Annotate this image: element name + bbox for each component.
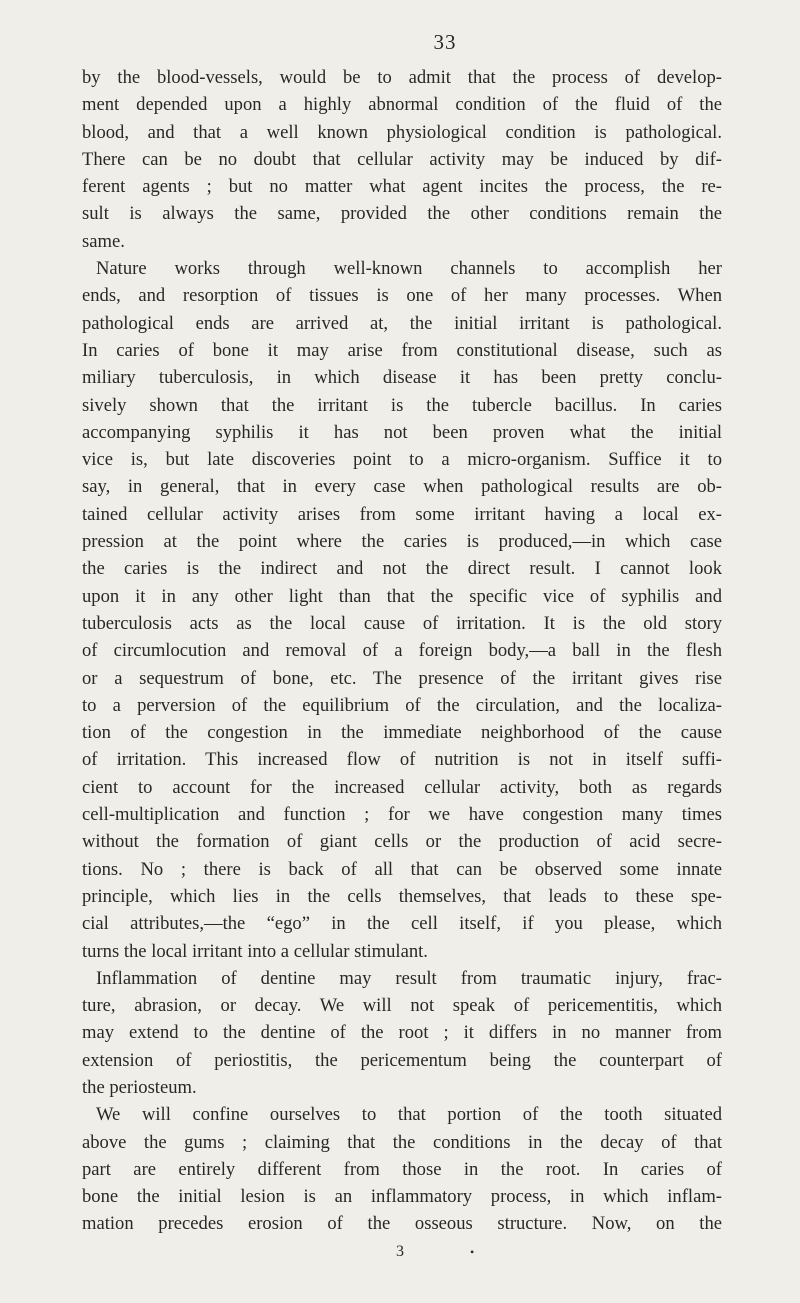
text-line: same. bbox=[82, 230, 125, 252]
text-line: vice is, but late discoveries point to a micro-organism. Suffice it to bbox=[82, 449, 722, 471]
text-line: extension of periostitis, the pericementum being the counterpart of bbox=[82, 1049, 722, 1071]
text-line: tuberculosis acts as the local cause of irritation. It is the old story bbox=[82, 612, 722, 634]
text-line: sively shown that the irritant is the tubercle bacillus. In caries bbox=[82, 394, 722, 416]
text-line: tion of the congestion in the immediate neighborhood of the cause bbox=[82, 722, 722, 744]
text-line: There can be no doubt that cellular activity may be induced by dif- bbox=[82, 148, 722, 170]
text-line: above the gums ; claiming that the conditions in the decay of that bbox=[82, 1131, 722, 1153]
text-line: ment depended upon a highly abnormal condition of the fluid of the bbox=[82, 94, 722, 116]
text-line: pression at the point where the caries is produced,—in which case bbox=[82, 531, 722, 553]
text-line: cell-multiplication and function ; for we have congestion many times bbox=[82, 804, 722, 826]
text-line: pathological ends are arrived at, the initial irritant is pathological. bbox=[82, 312, 722, 334]
text-line: mation precedes erosion of the osseous structure. Now, on the bbox=[82, 1213, 722, 1235]
text-line: to a perversion of the equilibrium of the circulation, and the localiza- bbox=[82, 694, 722, 716]
text-line: tained cellular activity arises from some irritant having a local ex- bbox=[82, 503, 722, 525]
text-line: without the formation of giant cells or the production of acid secre- bbox=[82, 831, 722, 853]
text-line: Inflammation of dentine may result from traumatic injury, frac- bbox=[96, 967, 722, 989]
text-line: ends, and resorption of tissues is one of her many processes. When bbox=[82, 285, 722, 307]
text-line: of circumlocution and removal of a foreign body,—a ball in the flesh bbox=[82, 640, 722, 662]
text-line: upon it in any other light than that the specific vice of syphilis and bbox=[82, 585, 722, 607]
text-line: of irritation. This increased flow of nutrition is not in itself suffi- bbox=[82, 749, 722, 771]
text-line: In caries of bone it may arise from constitutional disease, such as bbox=[82, 339, 722, 361]
text-line: cial attributes,—the “ego” in the cell itself, if you please, which bbox=[82, 913, 722, 935]
body-text bbox=[82, 64, 722, 1238]
text-line: miliary tuberculosis, in which disease it has been pretty conclu- bbox=[82, 367, 722, 389]
text-line: the periosteum. bbox=[82, 1076, 197, 1098]
page-number: 33 bbox=[433, 30, 457, 54]
text-line: by the blood-vessels, would be to admit that the process of develop- bbox=[82, 67, 722, 88]
signature-dot: • bbox=[470, 1245, 475, 1259]
text-line: tions. No ; there is back of all that can be observed some innate bbox=[82, 858, 722, 880]
text-line: turns the local irritant into a cellular stimulant. bbox=[82, 940, 428, 962]
text-line: ture, abrasion, or decay. We will not speak of pericementitis, which bbox=[82, 995, 722, 1017]
text-line: may extend to the dentine of the root ; it differs in no manner from bbox=[82, 1022, 722, 1044]
text-line: say, in general, that in every case when pathological results are ob- bbox=[82, 476, 722, 498]
text-line: Nature works through well-known channels to accomplish her bbox=[96, 258, 722, 280]
text-line: bone the initial lesion is an inflammatory process, in which inflam- bbox=[82, 1186, 722, 1208]
text-line: ferent agents ; but no matter what agent incites the process, the re- bbox=[82, 176, 722, 198]
text-line: the caries is the indirect and not the direct result. I cannot look bbox=[82, 558, 722, 580]
text-line: blood, and that a well known physiological condition is pathological. bbox=[82, 121, 722, 143]
text-line: or a sequestrum of bone, etc. The presence of the irritant gives rise bbox=[82, 667, 722, 689]
text-line: principle, which lies in the cells themselves, that leads to these spe- bbox=[82, 885, 722, 907]
text-line: part are entirely different from those in the root. In caries of bbox=[82, 1158, 722, 1180]
signature-number: 3 bbox=[396, 1243, 404, 1260]
text-line: We will confine ourselves to that portion of the tooth situated bbox=[96, 1104, 722, 1126]
text-line: sult is always the same, provided the other conditions remain the bbox=[82, 203, 722, 225]
text-line: accompanying syphilis it has not been proven what the initial bbox=[82, 421, 722, 443]
text-line: cient to account for the increased cellular activity, both as regards bbox=[82, 776, 722, 798]
